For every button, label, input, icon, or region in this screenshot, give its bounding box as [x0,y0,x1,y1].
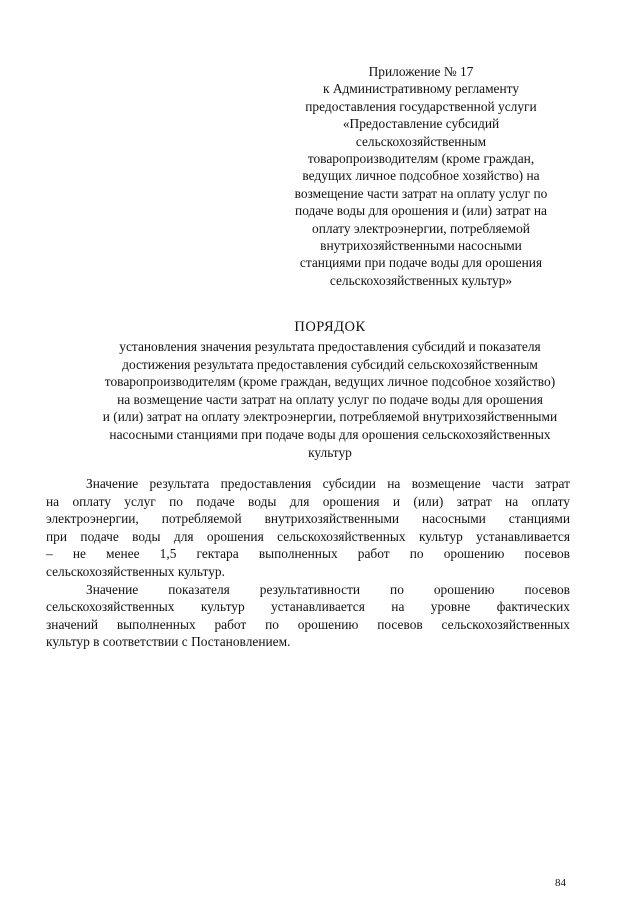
annex-line: предоставления государственной услуги [305,98,537,114]
paragraph-line: сельскохозяйственных культур. [46,563,225,579]
subtitle-line: товаропроизводителям (кроме граждан, ведущих личное подсобное хозяйство) [104,374,556,390]
annex-line: станциями при подаче воды для орошения [299,255,543,271]
annex-header [266,63,576,289]
subtitle-line: установления значения результата предоставления субсидий и показателя [119,339,541,354]
annex-line: возмещение части затрат на оплату услуг по [294,185,548,201]
document-body [46,475,570,651]
subtitle-line: на возмещение части затрат на оплату услуг по подаче воды для орошения [117,391,543,407]
subtitle-line: насосными станциями при подаче воды для орошения сельскохозяйственных [109,426,551,442]
paragraph-line: сельскохозяйственных культур устанавливается на уровне фактических [46,599,570,615]
annex-line: внутрихозяйственными насосными [320,238,522,254]
subtitle-line: и (или) затрат на оплату электроэнергии, потребляемой внутрихозяйственными [102,409,558,425]
annex-line: ведущих личное подсобное хозяйство) на [302,168,540,184]
paragraph-line: электроэнергии, потребляемой внутрихозяйственными насосными станциями [46,511,570,527]
page-number: 84 [555,877,566,889]
paragraph-line: – не менее 1,5 гектара выполненных работ по орошению посевов [46,546,570,562]
paragraph-line: Значение показателя результативности по орошению посевов [86,581,570,597]
body-paragraph-2 [46,581,570,651]
annex-line: подаче воды для орошения и (или) затрат на [295,203,547,219]
annex-line: Приложение № 17 [368,64,474,79]
document-title: ПОРЯДОК [294,319,366,335]
document-subtitle [50,338,610,461]
annex-line: оплату электроэнергии, потребляемой [312,220,530,236]
paragraph-line: на оплату услуг по подаче воды для орошения и (или) затрат на оплату [46,493,570,509]
paragraph-line: при подаче воды для орошения сельскохозяйственных культур устанавливается [46,528,570,544]
body-paragraph-1 [46,475,570,581]
paragraph-line: культур в соответствии с Постановлением. [46,634,291,650]
annex-line: сельскохозяйственных культур» [329,272,513,288]
annex-line: сельскохозяйственным [355,133,487,149]
paragraph-line: Значение результата предоставления субсидии на возмещение части затрат [86,476,570,491]
annex-line: к Административному регламенту [322,81,520,97]
subtitle-line: достижения результата предоставления субсидий сельскохозяйственным [122,356,538,372]
paragraph-line: значений выполненных работ по орошению посевов сельскохозяйственных [46,616,570,632]
annex-line: «Предоставление субсидий [342,116,500,132]
subtitle-line: культур [308,444,352,460]
annex-line: товаропроизводителям (кроме граждан, [307,151,535,167]
